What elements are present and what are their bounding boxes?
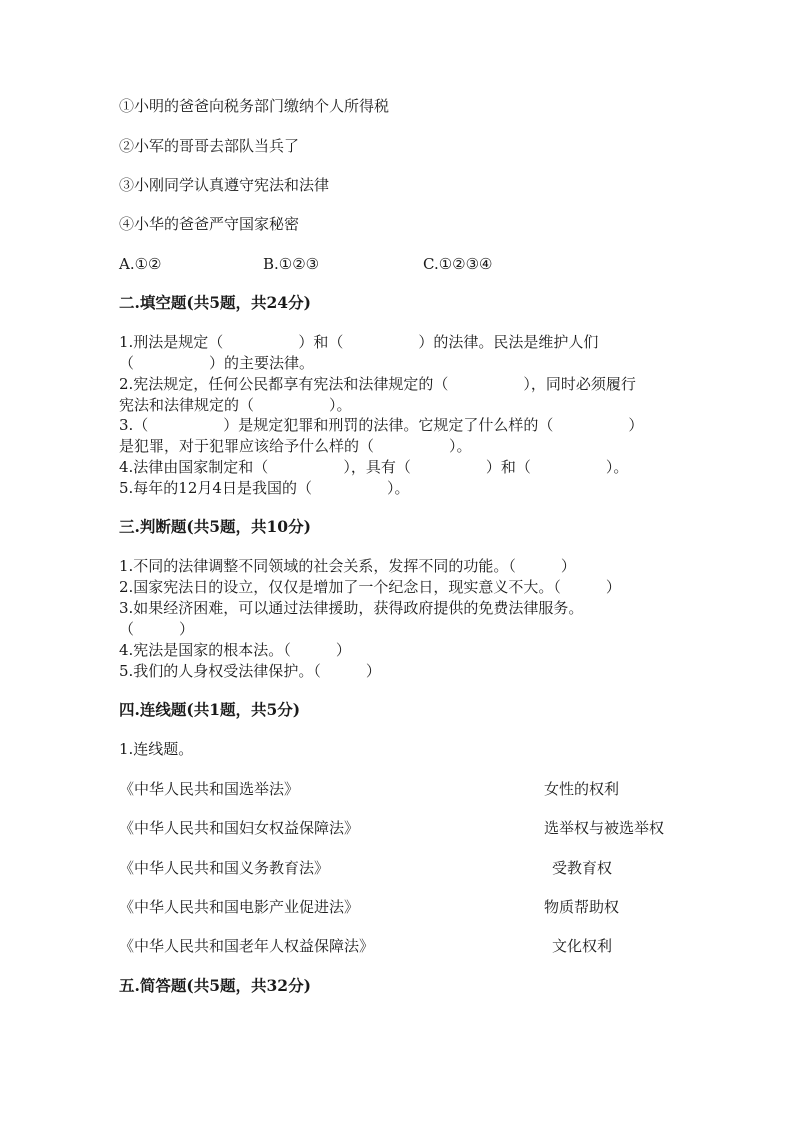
choice-b: B.①②③ bbox=[263, 255, 320, 273]
fill-line-5: 3.（ ）是规定犯罪和刑罚的法律。它规定了什么样的（ ） bbox=[119, 416, 644, 434]
fill-line-7: 4.法律由国家制定和（ ），具有（ ）和（ ）。 bbox=[119, 458, 629, 476]
tf-line-5: 4.宪法是国家的根本法。（ ） bbox=[119, 641, 351, 659]
tf-line-2: 2.国家宪法日的设立，仅仅是增加了一个纪念日，现实意义不大。（ ） bbox=[119, 578, 621, 596]
fill-line-6: 是犯罪，对于犯罪应该给予什么样的（ ）。 bbox=[119, 437, 472, 455]
fill-line-8: 5.每年的12月4日是我国的（ ）。 bbox=[119, 479, 410, 497]
match-left-1: 《中华人民共和国选举法》 bbox=[119, 780, 300, 798]
match-left-2: 《中华人民共和国妇女权益保障法》 bbox=[119, 819, 360, 837]
statement-3: ③小刚同学认真遵守宪法和法律 bbox=[119, 176, 330, 194]
statement-2: ②小军的哥哥去部队当兵了 bbox=[119, 137, 300, 155]
tf-line-4: （ ） bbox=[119, 620, 195, 638]
statement-1: ①小明的爸爸向税务部门缴纳个人所得税 bbox=[119, 97, 390, 115]
statement-4: ④小华的爸爸严守国家秘密 bbox=[119, 215, 300, 233]
section-heading-matching: 四.连线题(共1题，共5分) bbox=[119, 700, 301, 719]
section-heading-short-answer: 五.简答题(共5题，共32分) bbox=[119, 976, 311, 995]
tf-line-6: 5.我们的人身权受法律保护。（ ） bbox=[119, 662, 381, 680]
section-heading-true-false: 三.判断题(共5题，共10分) bbox=[119, 517, 311, 536]
match-left-3: 《中华人民共和国义务教育法》 bbox=[119, 859, 330, 877]
choice-a: A.①② bbox=[119, 255, 162, 273]
fill-line-3: 2.宪法规定，任何公民都享有宪法和法律规定的（ ），同时必须履行 bbox=[119, 375, 636, 393]
section-heading-fill-in: 二.填空题(共5题，共24分) bbox=[119, 293, 311, 312]
matching-question: 1.连线题。 bbox=[119, 740, 194, 758]
fill-line-1: 1.刑法是规定（ ）和（ ）的法律。民法是维护人们 bbox=[119, 333, 599, 351]
match-right-3: 受教育权 bbox=[552, 859, 613, 877]
match-left-4: 《中华人民共和国电影产业促进法》 bbox=[119, 898, 360, 916]
match-left-5: 《中华人民共和国老年人权益保障法》 bbox=[119, 937, 375, 955]
match-right-5: 文化权利 bbox=[552, 937, 613, 955]
tf-line-1: 1.不同的法律调整不同领域的社会关系，发挥不同的功能。（ ） bbox=[119, 557, 576, 575]
fill-line-4: 宪法和法律规定的（ ）。 bbox=[119, 396, 352, 414]
fill-line-2: （ ）的主要法律。 bbox=[119, 354, 315, 372]
tf-line-3: 3.如果经济困难，可以通过法律援助，获得政府提供的免费法律服务。 bbox=[119, 599, 584, 617]
match-right-2: 选举权与被选举权 bbox=[544, 819, 665, 837]
choice-c: C.①②③④ bbox=[423, 255, 493, 273]
match-right-4: 物质帮助权 bbox=[544, 898, 620, 916]
match-right-1: 女性的权利 bbox=[544, 780, 620, 798]
